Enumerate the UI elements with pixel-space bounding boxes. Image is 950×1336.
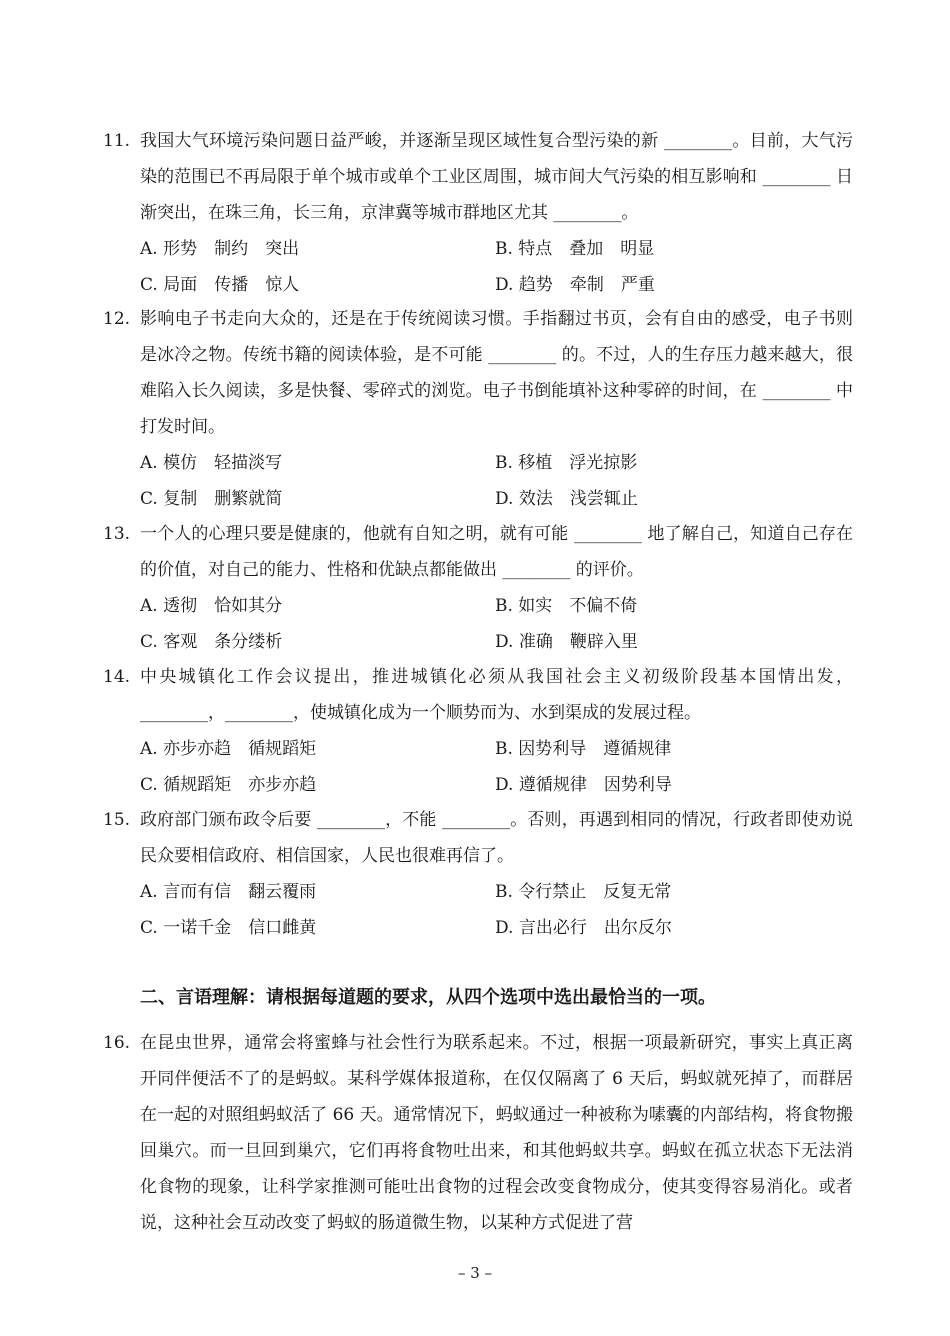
option-b[interactable]: B. 令行禁止 反复无常 <box>495 882 672 902</box>
option-a[interactable]: A. 形势 制约 突出 <box>140 239 300 259</box>
section-heading: 二、言语理解：请根据每道题的要求，从四个选项中选出最恰当的一项。 <box>140 987 716 1008</box>
question-11 <box>103 123 853 303</box>
option-d[interactable]: D. 言出必行 出尔反尔 <box>495 918 672 938</box>
question-number: 11. <box>103 131 131 151</box>
options <box>140 874 853 946</box>
option-c[interactable]: C. 一诺千金 信口雌黄 <box>140 918 317 938</box>
options <box>140 231 853 303</box>
option-c[interactable]: C. 循规蹈矩 亦步亦趋 <box>140 775 317 795</box>
options <box>140 445 853 517</box>
option-a[interactable]: A. 亦步亦趋 循规蹈矩 <box>140 739 317 759</box>
question-13 <box>103 516 853 660</box>
option-c[interactable]: C. 局面 传播 惊人 <box>140 275 300 295</box>
option-a[interactable]: A. 模仿 轻描淡写 <box>140 453 283 473</box>
option-d[interactable]: D. 趋势 牵制 严重 <box>495 275 655 295</box>
option-b[interactable]: B. 如实 不偏不倚 <box>495 596 638 616</box>
option-c[interactable]: C. 复制 删繁就简 <box>140 489 283 509</box>
option-d[interactable]: D. 效法 浅尝辄止 <box>495 489 638 509</box>
question-number: 16. <box>103 1033 131 1053</box>
page-number: – 3 – <box>457 1264 493 1282</box>
question-number: 12. <box>103 309 131 329</box>
option-b[interactable]: B. 因势利导 遵循规律 <box>495 739 672 759</box>
option-d[interactable]: D. 遵循规律 因势利导 <box>495 775 672 795</box>
option-b[interactable]: B. 移植 浮光掠影 <box>495 453 638 473</box>
question-16 <box>103 1025 853 1241</box>
option-b[interactable]: B. 特点 叠加 明显 <box>495 239 655 259</box>
question-14 <box>103 659 853 803</box>
question-number: 15. <box>103 810 131 830</box>
question-number: 14. <box>103 667 131 687</box>
question-text: 一个人的心理只要是健康的，他就有自知之明，就有可能 ________ 地了解自己，知道自己存在的价值，对自己的能力、性格和优缺点都能做出 ________ 的评价。 <box>140 524 853 580</box>
question-text: 在昆虫世界，通常会将蜜蜂与社会性行为联系起来。不过，根据一项最新研究，事实上真正离开同伴便活不了的是蚂蚁。某科学媒体报道称，在仅仅隔离了 6 天后，蚂蚁就死掉了，而群居在一起的对照组蚂蚁活了 66 天。通常情况下，蚂蚁通过一种被称为嗉囊的内部结构，将食物搬回巢穴。而一旦回到巢穴，它们再将食物吐出来，和其他蚂蚁共享。蚂蚁在孤立状态下无法消化食物的现象，让科学家推测可能吐出食物的过程会改变食物成分，使其变得容易消化。或者说，这种社会互动改变了蚂蚁的肠道微生物，以某种方式促进了营 <box>140 1033 853 1233</box>
question-number: 13. <box>103 524 131 544</box>
option-a[interactable]: A. 言而有信 翻云覆雨 <box>140 882 317 902</box>
option-a[interactable]: A. 透彻 恰如其分 <box>140 596 283 616</box>
option-c[interactable]: C. 客观 条分缕析 <box>140 632 283 652</box>
question-text: 政府部门颁布政令后要 ________，不能 ________。否则，再遇到相同的情况，行政者即使劝说民众要相信政府、相信国家，人民也很难再信了。 <box>140 810 853 866</box>
question-text: 中央城镇化工作会议提出，推进城镇化必须从我国社会主义初级阶段基本国情出发，________，________，使城镇化成为一个顺势而为、水到渠成的发展过程。 <box>140 667 853 723</box>
question-12 <box>103 301 853 517</box>
options <box>140 731 853 803</box>
options <box>140 588 853 660</box>
question-text: 影响电子书走向大众的，还是在于传统阅读习惯。手指翻过书页，会有自由的感受，电子书则是冰冷之物。传统书籍的阅读体验，是不可能 ________ 的。不过，人的生存压力越来越大，很难陷入长久阅读，多是快餐、零碎式的浏览。电子书倒能填补这种零碎的时间，在 ________ 中打发时间。 <box>140 309 853 437</box>
question-15 <box>103 802 853 946</box>
question-text: 我国大气环境污染问题日益严峻，并逐渐呈现区域性复合型污染的新 ________。目前，大气污染的范围已不再局限于单个城市或单个工业区周围，城市间大气污染的相互影响和 ________ 日渐突出，在珠三角，长三角，京津冀等城市群地区尤其 ________。 <box>140 131 853 223</box>
option-d[interactable]: D. 准确 鞭辟入里 <box>495 632 638 652</box>
